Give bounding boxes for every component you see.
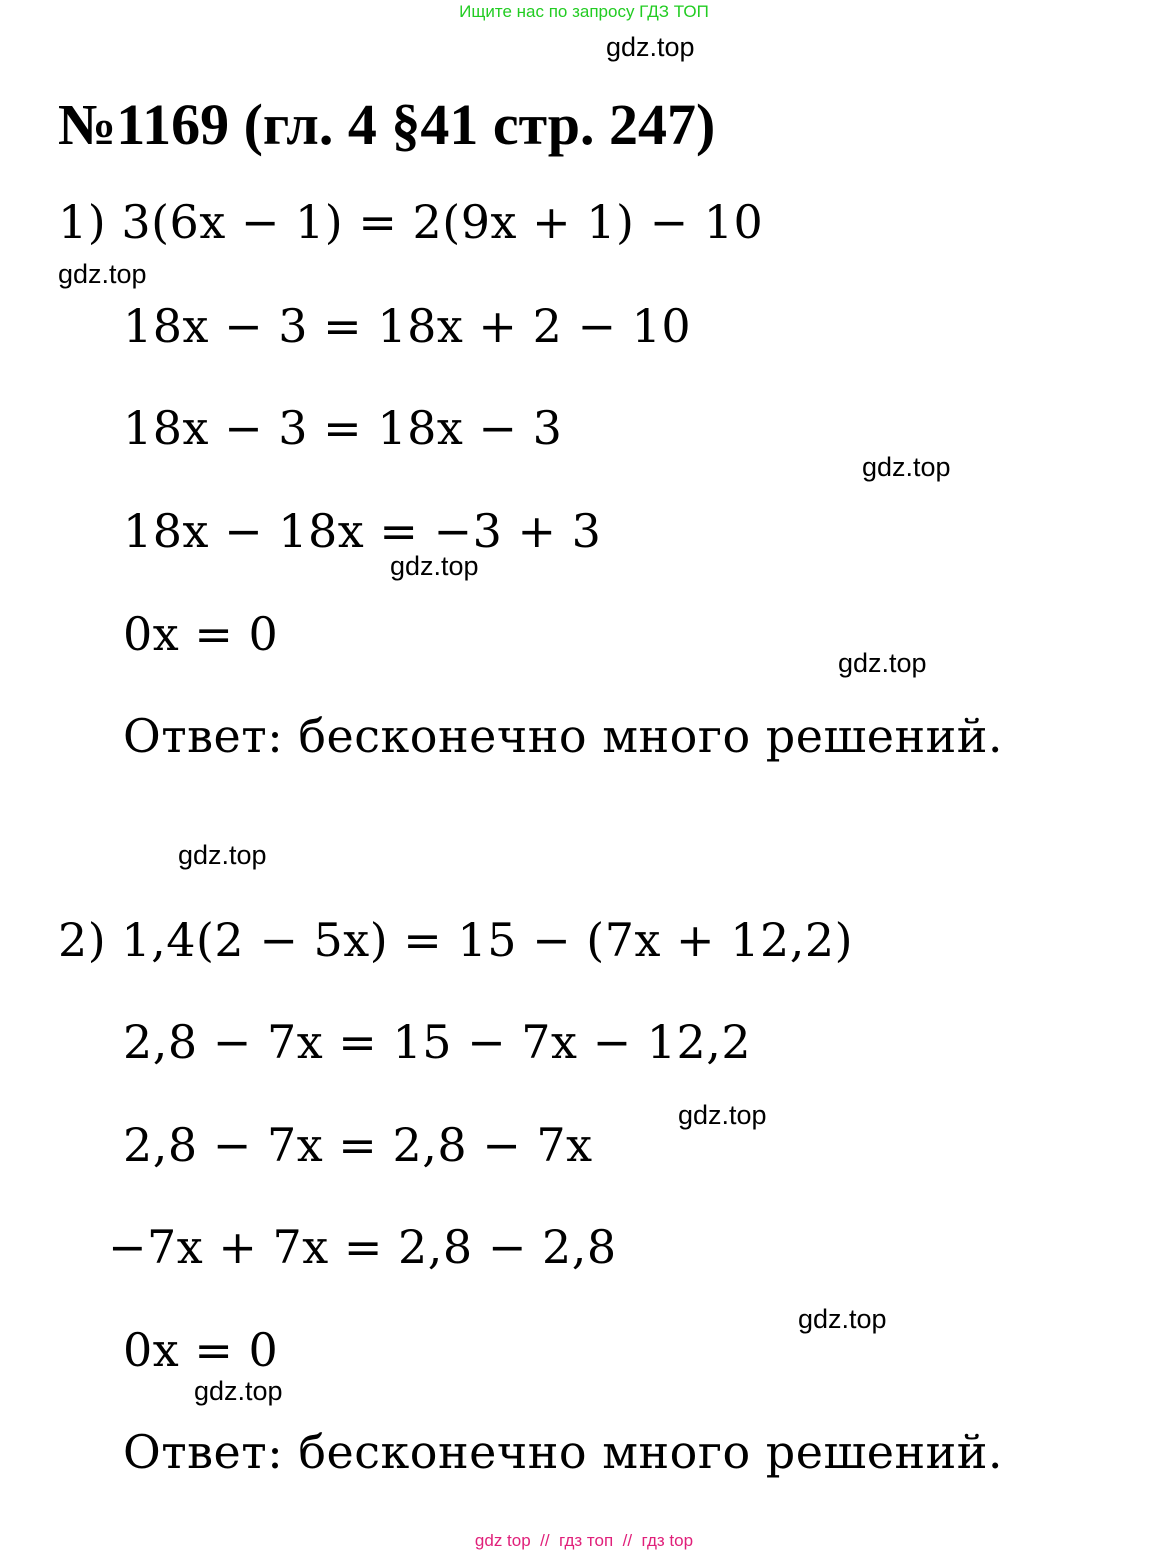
footer-separator: //: [540, 1531, 550, 1550]
problem2-step: −7x + 7x = 2,8 − 2,8: [108, 1220, 617, 1274]
watermark: gdz.top: [798, 1304, 887, 1334]
problem2-step: 0x = 0: [123, 1323, 279, 1377]
footer-links: [0, 1530, 1168, 1552]
footer-link[interactable]: гдз топ: [559, 1531, 614, 1550]
watermark: gdz.top: [194, 1376, 283, 1406]
problem1-step: 0x = 0: [123, 607, 279, 661]
watermark: gdz.top: [678, 1100, 767, 1130]
problem2-answer: Ответ: бесконечно много решений.: [123, 1425, 1004, 1479]
problem1-equation: 1) 3(6x − 1) = 2(9x + 1) − 10: [58, 195, 764, 249]
footer-link[interactable]: гдз top: [641, 1531, 694, 1550]
problem2-equation: 2) 1,4(2 − 5x) = 15 − (7x + 12,2): [58, 913, 854, 967]
watermark: gdz.top: [838, 648, 927, 678]
watermark: gdz.top: [606, 32, 695, 62]
watermark: gdz.top: [178, 840, 267, 870]
problem2-step: 2,8 − 7x = 15 − 7x − 12,2: [123, 1015, 752, 1069]
watermark: gdz.top: [390, 551, 479, 581]
footer-separator: //: [622, 1531, 633, 1550]
problem1-step: 18x − 3 = 18x + 2 − 10: [123, 299, 692, 353]
problem1-step: 18x − 3 = 18x − 3: [123, 401, 563, 455]
page-title: №1169 (гл. 4 §41 стр. 247): [58, 92, 716, 157]
problem2-step: 2,8 − 7x = 2,8 − 7x: [123, 1118, 593, 1172]
watermark: gdz.top: [862, 452, 951, 482]
problem1-step: 18x − 18x = −3 + 3: [123, 504, 602, 558]
watermark: gdz.top: [58, 259, 147, 289]
top-banner[interactable]: Ищите нас по запросу ГДЗ ТОП: [459, 2, 709, 21]
problem1-answer: Ответ: бесконечно много решений.: [123, 709, 1004, 763]
footer-link[interactable]: gdz top: [474, 1531, 531, 1550]
